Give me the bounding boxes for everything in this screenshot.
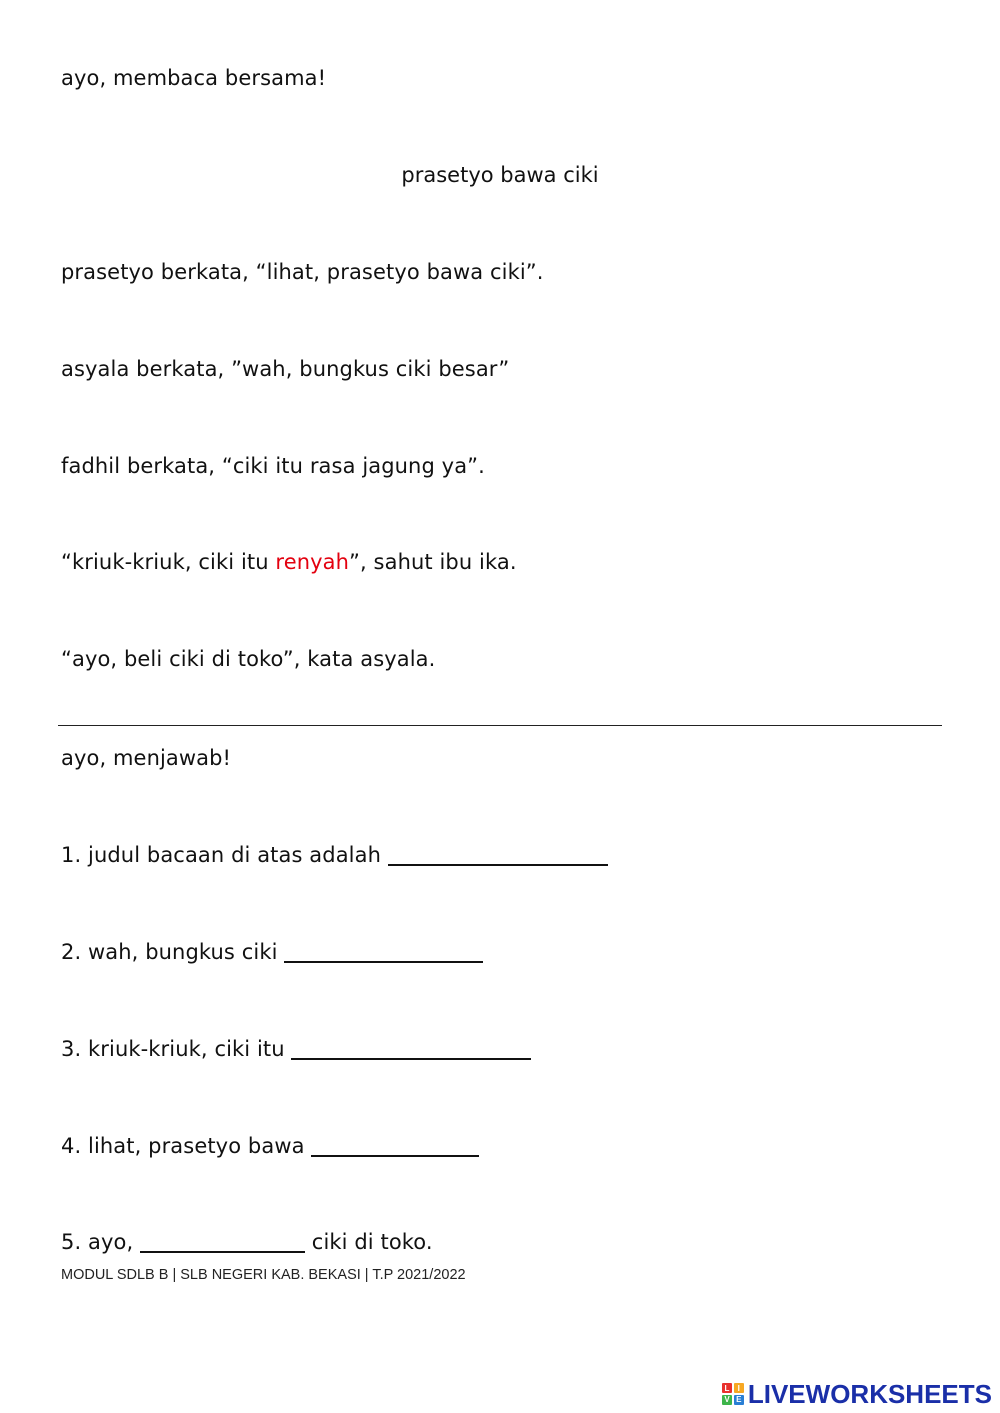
story-line-4-after: ”, sahut ibu ika. [349, 550, 517, 574]
question-5-text-before: 5. ayo, [61, 1230, 134, 1254]
question-2 [61, 938, 483, 966]
story-line-4-before: “kriuk-kriuk, ciki itu [61, 550, 276, 574]
answer-blank-1[interactable] [388, 842, 608, 866]
logo-cell: E [734, 1395, 744, 1405]
story-line-1: prasetyo berkata, “lihat, prasetyo bawa ciki”. [61, 260, 544, 284]
liveworksheets-brand [722, 1378, 992, 1410]
highlight-word: renyah [275, 550, 350, 574]
question-5-text-after: ciki di toko. [311, 1230, 433, 1254]
answer-blank-2[interactable] [284, 939, 483, 963]
logo-cell: I [734, 1383, 744, 1393]
section-divider [58, 725, 942, 726]
question-4-text: 4. lihat, prasetyo bawa [61, 1134, 305, 1158]
story-line-4 [61, 548, 517, 576]
question-4 [61, 1132, 479, 1160]
question-3 [61, 1035, 531, 1063]
question-3-text: 3. kriuk-kriuk, ciki itu [61, 1037, 285, 1061]
reading-heading: ayo, membaca bersama! [61, 66, 327, 90]
question-5 [61, 1228, 433, 1256]
logo-cell: V [722, 1395, 732, 1405]
logo-cell: L [722, 1383, 732, 1393]
question-1 [61, 841, 608, 869]
story-line-2: asyala berkata, ”wah, bungkus ciki besar” [61, 357, 510, 381]
answer-blank-4[interactable] [311, 1133, 479, 1157]
liveworksheets-logo-icon [722, 1383, 744, 1405]
question-2-text: 2. wah, bungkus ciki [61, 940, 278, 964]
answer-blank-3[interactable] [291, 1036, 531, 1060]
story-title: prasetyo bawa ciki [401, 163, 599, 187]
liveworksheets-wordmark: LIVEWORKSHEETS [747, 1378, 992, 1409]
exercise-heading: ayo, menjawab! [61, 746, 232, 770]
story-line-3: fadhil berkata, “ciki itu rasa jagung ya”. [61, 454, 485, 478]
footer-text: MODUL SDLB B | SLB NEGERI KAB. BEKASI | T.P 2021/2022 [61, 1267, 466, 1283]
answer-blank-5[interactable] [140, 1229, 305, 1253]
question-1-text: 1. judul bacaan di atas adalah [61, 843, 381, 867]
story-line-5: “ayo, beli ciki di toko”, kata asyala. [61, 647, 436, 671]
